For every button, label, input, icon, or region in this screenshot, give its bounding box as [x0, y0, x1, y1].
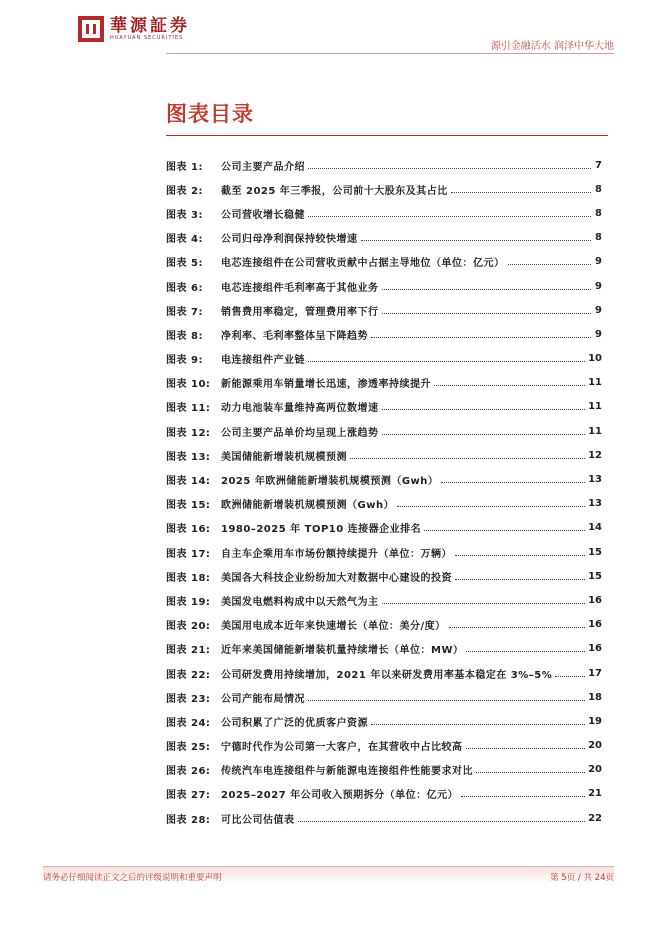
toc-entry-leader: [308, 216, 591, 217]
header-divider: [166, 53, 614, 54]
toc-entry[interactable]: [166, 806, 602, 830]
toc-entry-page: 18: [588, 691, 602, 703]
logo-chinese-name: 華源証券: [110, 15, 190, 36]
toc-entry-label: 图表 20:: [166, 621, 211, 633]
toc-entry-leader: [466, 748, 586, 749]
toc-entry-page: 17: [588, 667, 602, 679]
toc-entry-page: 11: [588, 377, 602, 389]
toc-entry-label: 图表 12:: [166, 427, 211, 439]
toc-entry-title: 公司产能布局情况: [221, 693, 305, 705]
toc-entry-page: 9: [595, 256, 602, 268]
toc-entry-leader: [449, 627, 585, 628]
toc-entry-title: 电芯连接组件毛利率高于其他业务: [221, 282, 379, 294]
toc-entry-title: 截至 2025 年三季报，公司前十大股东及其占比: [221, 185, 448, 197]
toc-entry-title: 2025 年欧洲储能新增装机规模预测（Gwh）: [221, 476, 439, 488]
toc-entry-label: 图表 17:: [166, 548, 211, 560]
toc-entry-title: 公司主要产品单价均呈现上涨趋势: [221, 427, 379, 439]
toc-entry-leader: [397, 506, 585, 507]
toc-entry-label: 图表 22:: [166, 669, 211, 681]
toc-entry-leader: [466, 651, 585, 652]
toc-entry-title: 宁德时代作为公司第一大客户，在其营收中占比较高: [221, 742, 463, 754]
toc-entry-leader: [555, 676, 585, 677]
toc-entry-page: 11: [588, 401, 602, 413]
toc-entry[interactable]: [166, 347, 602, 371]
toc-entry-label: 图表 1:: [166, 161, 203, 173]
toc-entry-page: 14: [588, 522, 602, 534]
toc-entry[interactable]: [166, 540, 602, 564]
toc-entry-title: 净利率、毛利率整体呈下降趋势: [221, 330, 368, 342]
toc-entry[interactable]: [166, 467, 602, 491]
toc-entry-page: 20: [588, 764, 602, 776]
toc-entry-leader: [308, 168, 591, 169]
toc-entry-title: 美国用电成本近年来快速增长（单位：美分/度）: [221, 621, 446, 633]
toc-entry[interactable]: [166, 685, 602, 709]
toc-entry[interactable]: [166, 516, 602, 540]
toc-entry-label: 图表 3:: [166, 209, 203, 221]
toc-entry[interactable]: [166, 201, 602, 225]
toc-entry-title: 电连接组件产业链: [221, 355, 305, 367]
toc-entry-label: 图表 5:: [166, 258, 203, 270]
toc-entry-title: 销售费用率稳定，管理费用率下行: [221, 306, 379, 318]
toc-entry-title: 电芯连接组件在公司营收贡献中占据主导地位（单位：亿元）: [221, 258, 505, 270]
toc-entry-title: 动力电池装车量维持高两位数增速: [221, 403, 379, 415]
toc-entry-page: 7: [595, 159, 602, 171]
toc-entry-leader: [382, 603, 586, 604]
toc-entry[interactable]: [166, 588, 602, 612]
toc-entry[interactable]: [166, 564, 602, 588]
toc-entry-leader: [424, 530, 585, 531]
toc-entry-label: 图表 28:: [166, 814, 211, 826]
page-title: 图表目录: [166, 102, 254, 126]
toc-entry-page: 19: [588, 715, 602, 727]
toc-entry-page: 16: [588, 594, 602, 606]
title-divider: [166, 135, 608, 136]
toc-entry-page: 9: [595, 328, 602, 340]
toc-entry-page: 8: [595, 207, 602, 219]
toc-entry-page: 16: [588, 643, 602, 655]
toc-entry-label: 图表 8:: [166, 330, 203, 342]
toc-entry-label: 图表 10:: [166, 379, 211, 391]
toc-entry[interactable]: [166, 226, 602, 250]
toc-entry-page: 13: [588, 498, 602, 510]
toc-entry[interactable]: [166, 782, 602, 806]
toc-entry[interactable]: [166, 443, 602, 467]
toc-entry-page: 21: [588, 788, 602, 800]
toc-entry-leader: [434, 385, 585, 386]
toc-entry[interactable]: [166, 153, 602, 177]
huayuan-logo-icon: [78, 16, 104, 42]
toc-entry-label: 图表 16:: [166, 524, 211, 536]
toc-entry-label: 图表 9:: [166, 355, 203, 367]
toc-entry-label: 图表 6:: [166, 282, 203, 294]
toc-entry[interactable]: [166, 419, 602, 443]
toc-entry-title: 公司归母净利润保持较快增速: [221, 234, 358, 246]
toc-entry[interactable]: [166, 709, 602, 733]
toc-entry-leader: [455, 555, 585, 556]
toc-entry-leader: [382, 434, 586, 435]
toc-entry-leader: [461, 796, 585, 797]
toc-entry-label: 图表 27:: [166, 790, 211, 802]
toc-entry-title: 传统汽车电连接组件与新能源电连接组件性能要求对比: [221, 766, 473, 778]
toc-entry-title: 美国发电燃料构成中以天然气为主: [221, 596, 379, 608]
toc-entry[interactable]: [166, 758, 602, 782]
toc-entry-title: 欧洲储能新增装机规模预测（Gwh）: [221, 500, 395, 512]
toc-entry-leader: [382, 289, 592, 290]
toc-entry-leader: [382, 409, 586, 410]
page-number: 第 5页 / 共 24页: [550, 873, 614, 883]
toc-entry[interactable]: [166, 371, 602, 395]
toc-entry-page: 15: [588, 546, 602, 558]
toc-entry-label: 图表 18:: [166, 572, 211, 584]
toc-entry[interactable]: [166, 322, 602, 346]
toc-entry-label: 图表 24:: [166, 717, 211, 729]
toc-entry-title: 新能源乘用车销量增长迅速，渗透率持续提升: [221, 379, 431, 391]
toc-entry-page: 9: [595, 304, 602, 316]
company-logo: [78, 16, 190, 42]
toc-entry[interactable]: [166, 395, 602, 419]
toc-entry-leader: [371, 724, 585, 725]
footer-divider: [43, 866, 614, 867]
toc-entry-title: 公司积累了广泛的优质客户资源: [221, 717, 368, 729]
toc-entry-label: 图表 26:: [166, 766, 211, 778]
toc-entry-label: 图表 15:: [166, 500, 211, 512]
toc-entry-page: 12: [588, 449, 602, 461]
toc-entry-title: 2025–2027 年公司收入预期拆分（单位：亿元）: [221, 790, 459, 802]
toc-entry-page: 13: [588, 474, 602, 486]
toc-entry-page: 15: [588, 570, 602, 582]
toc-entry-leader: [350, 458, 585, 459]
toc-entry-label: 图表 14:: [166, 476, 211, 488]
toc-entry-label: 图表 21:: [166, 645, 211, 657]
toc-entry-title: 美国储能新增装机规模预测: [221, 451, 347, 463]
toc-entry-label: 图表 23:: [166, 693, 211, 705]
toc-entry-page: 20: [588, 740, 602, 752]
toc-entry-page: 8: [595, 232, 602, 244]
toc-entry-title: 公司研发费用持续增加，2021 年以来研发费用率基本稳定在 3%–5%: [221, 669, 553, 681]
toc-entry-title: 自主车企乘用车市场份额持续提升（单位：万辆）: [221, 548, 452, 560]
toc-entry-leader: [451, 192, 591, 193]
footer-disclaimer: 请务必仔细阅读正文之后的评级说明和重要声明: [43, 873, 222, 883]
toc-entry-leader: [476, 772, 585, 773]
toc-entry-title: 近年来美国储能新增装机量持续增长（单位：MW）: [221, 645, 464, 657]
toc-entry-label: 图表 11:: [166, 403, 211, 415]
toc-entry-title: 公司营收增长稳健: [221, 209, 305, 221]
toc-entry-page: 16: [588, 619, 602, 631]
toc-entry[interactable]: [166, 177, 602, 201]
toc-entry-leader: [298, 821, 586, 822]
toc-entry-title: 1980–2025 年 TOP10 连接器企业排名: [221, 524, 422, 536]
toc-entry-label: 图表 19:: [166, 596, 211, 608]
toc-entry-title: 可比公司估值表: [221, 814, 295, 826]
toc-entry-page: 8: [595, 183, 602, 195]
toc-entry-label: 图表 13:: [166, 451, 211, 463]
toc-entry-leader: [371, 337, 591, 338]
toc-entry[interactable]: [166, 637, 602, 661]
toc-entry[interactable]: [166, 661, 602, 685]
toc-entry[interactable]: [166, 613, 602, 637]
toc-entry-leader: [382, 313, 592, 314]
toc-entry-page: 9: [595, 280, 602, 292]
header-slogan: 源引金融活水 润泽中华大地: [490, 41, 614, 52]
toc-entry[interactable]: [166, 274, 602, 298]
toc-entry-leader: [508, 264, 592, 265]
logo-english-name: HUAYUAN SECURITIES: [110, 34, 184, 41]
toc-entry-leader: [441, 482, 585, 483]
toc-entry-page: 11: [588, 425, 602, 437]
toc-entry[interactable]: [166, 250, 602, 274]
toc-entry-title: 公司主要产品介绍: [221, 161, 305, 173]
toc-entry-leader: [308, 700, 585, 701]
toc-entry[interactable]: [166, 734, 602, 758]
toc-entry-leader: [308, 361, 585, 362]
toc-entry-leader: [361, 240, 592, 241]
toc-entry-label: 图表 2:: [166, 185, 203, 197]
toc-entry-page: 10: [588, 353, 602, 365]
figure-list: [166, 153, 602, 830]
toc-entry-title: 美国各大科技企业纷纷加大对数据中心建设的投资: [221, 572, 452, 584]
toc-entry-page: 22: [588, 812, 602, 824]
toc-entry-leader: [455, 579, 585, 580]
toc-entry[interactable]: [166, 492, 602, 516]
toc-entry-label: 图表 25:: [166, 742, 211, 754]
toc-entry-label: 图表 7:: [166, 306, 203, 318]
toc-entry[interactable]: [166, 298, 602, 322]
toc-entry-label: 图表 4:: [166, 234, 203, 246]
